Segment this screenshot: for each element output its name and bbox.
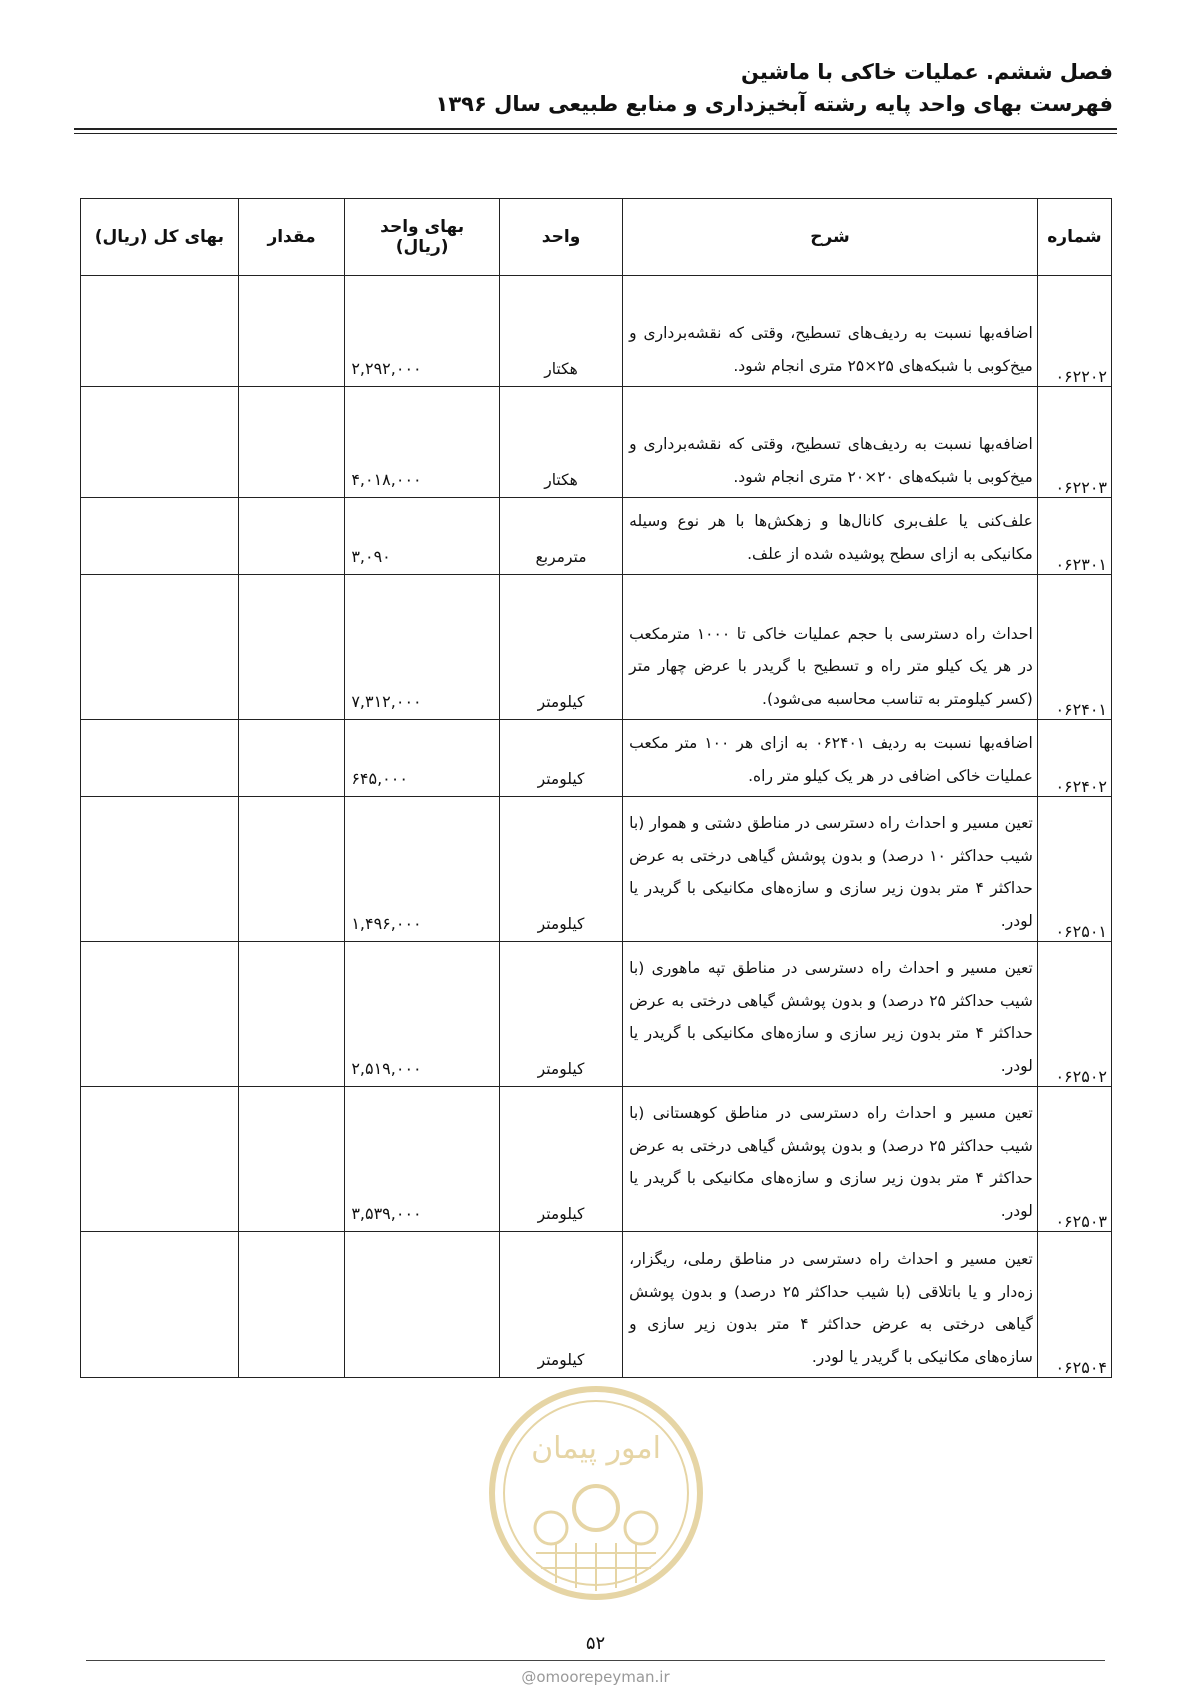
row-quantity — [238, 276, 345, 387]
row-number: ۰۶۲۵۰۳ — [1037, 1087, 1111, 1232]
col-number: شماره — [1037, 199, 1111, 276]
row-number: ۰۶۲۲۰۲ — [1037, 276, 1111, 387]
table-row — [81, 1087, 1112, 1232]
row-unit: کیلومتر — [499, 1087, 622, 1232]
col-unit-price-currency: (ریال) — [395, 237, 449, 257]
row-total-price — [81, 498, 239, 575]
table-row — [81, 720, 1112, 797]
row-unit-price: ۷,۳۱۲,۰۰۰ — [345, 575, 500, 720]
watermark-gear-left-icon — [535, 1512, 567, 1544]
table-row — [81, 387, 1112, 498]
row-unit-price: ۶۴۵,۰۰۰ — [345, 720, 500, 797]
row-unit-price — [345, 1232, 500, 1378]
row-total-price — [81, 720, 239, 797]
row-number: ۰۶۲۳۰۱ — [1037, 498, 1111, 575]
row-description: علف‌کنی یا علف‌بری کانال‌ها و زهکش‌ها با هر نوع وسیله مکانیکی به ازای سطح پوشیده شده از علف. — [623, 498, 1038, 575]
row-unit: کیلومتر — [499, 942, 622, 1087]
row-description: تعین مسیر و احداث راه دسترسی در مناطق تپه ماهوری (با شیب حداکثر ۲۵ درصد) و بدون پوشش گیاهی درختی به عرض حداکثر ۴ متر بدون زیر سازی و سازه‌های مکانیکی با گریدر یا لودر. — [623, 942, 1038, 1087]
row-number: ۰۶۲۵۰۴ — [1037, 1232, 1111, 1378]
row-unit-price: ۳,۰۹۰ — [345, 498, 500, 575]
row-quantity — [238, 797, 345, 942]
row-description: اضافه‌بها نسبت به ردیف‌های تسطیح، وقتی که نقشه‌برداری و میخ‌کوبی با شبکه‌های ۲۰×۲۰ متری انجام شود. — [623, 387, 1038, 498]
row-unit: هکتار — [499, 276, 622, 387]
row-quantity — [238, 1232, 345, 1378]
row-unit: مترمربع — [499, 498, 622, 575]
row-unit-price: ۱,۴۹۶,۰۰۰ — [345, 797, 500, 942]
table-row — [81, 575, 1112, 720]
row-quantity — [238, 942, 345, 1087]
col-unit-price — [345, 199, 500, 276]
row-unit: کیلومتر — [499, 797, 622, 942]
watermark-gear-right-icon — [625, 1512, 657, 1544]
row-total-price — [81, 1087, 239, 1232]
table-row — [81, 1232, 1112, 1378]
row-number: ۰۶۲۵۰۱ — [1037, 797, 1111, 942]
table-row — [81, 942, 1112, 1087]
row-unit-price: ۲,۵۱۹,۰۰۰ — [345, 942, 500, 1087]
row-description: تعین مسیر و احداث راه دسترسی در مناطق کوهستانی (با شیب حداکثر ۲۵ درصد) و بدون پوشش گیاهی درختی به عرض حداکثر ۴ متر بدون زیر سازی و سازه‌های مکانیکی با گریدر یا لودر. — [623, 1087, 1038, 1232]
row-quantity — [238, 575, 345, 720]
row-unit: کیلومتر — [499, 575, 622, 720]
row-total-price — [81, 797, 239, 942]
watermark-logo — [486, 1383, 706, 1603]
row-total-price — [81, 387, 239, 498]
row-unit: کیلومتر — [499, 1232, 622, 1378]
row-quantity — [238, 387, 345, 498]
header-rule — [74, 128, 1117, 130]
row-total-price — [81, 1232, 239, 1378]
row-number: ۰۶۲۲۰۳ — [1037, 387, 1111, 498]
col-total-price: بهای کل (ریال) — [81, 199, 239, 276]
row-description: اضافه‌بها نسبت به ردیف‌های تسطیح، وقتی که نقشه‌برداری و میخ‌کوبی با شبکه‌های ۲۵×۲۵ متری انجام شود. — [623, 276, 1038, 387]
footer-rule — [86, 1660, 1105, 1661]
table-row — [81, 498, 1112, 575]
col-unit: واحد — [499, 199, 622, 276]
row-total-price — [81, 942, 239, 1087]
row-total-price — [81, 276, 239, 387]
row-unit: هکتار — [499, 387, 622, 498]
row-unit-price: ۴,۰۱۸,۰۰۰ — [345, 387, 500, 498]
col-unit-price-label: بهای واحد — [380, 217, 465, 237]
table-row — [81, 276, 1112, 387]
row-description: اضافه‌بها نسبت به ردیف ۰۶۲۴۰۱ به ازای هر ۱۰۰ متر مکعب عملیات خاکی اضافی در هر یک کیلو متر راه. — [623, 720, 1038, 797]
price-list-table — [80, 198, 1112, 1378]
page-number: ۵۲ — [585, 1633, 606, 1654]
col-quantity: مقدار — [238, 199, 345, 276]
document-title: فهرست بهای واحد پایه رشته آبخیزداری و منابع طبیعی سال ۱۳۹۶ — [435, 92, 1113, 116]
row-total-price — [81, 575, 239, 720]
row-quantity — [238, 498, 345, 575]
row-number: ۰۶۲۴۰۲ — [1037, 720, 1111, 797]
page-header — [78, 56, 1113, 120]
row-description: احداث راه دسترسی با حجم عملیات خاکی تا ۱۰۰۰ مترمکعب در هر یک کیلو متر راه و تسطیح با گریدر با عرض چهار متر (کسر کیلومتر به تناسب محاسبه می‌شود). — [623, 575, 1038, 720]
row-description: تعین مسیر و احداث راه دسترسی در مناطق دشتی و هموار (با شیب حداکثر ۱۰ درصد) و بدون پوشش گیاهی درختی به عرض حداکثر ۴ متر بدون زیر سازی و سازه‌های مکانیکی با گریدر یا لودر. — [623, 797, 1038, 942]
footer-site: @omoorepeyman.ir — [521, 1668, 670, 1686]
col-description: شرح — [623, 199, 1038, 276]
watermark-gear-icon — [574, 1486, 618, 1530]
watermark-grid — [536, 1543, 656, 1591]
row-number: ۰۶۲۴۰۱ — [1037, 575, 1111, 720]
row-quantity — [238, 1087, 345, 1232]
table-row — [81, 797, 1112, 942]
row-quantity — [238, 720, 345, 797]
header-rule-thin — [74, 133, 1117, 134]
row-number: ۰۶۲۵۰۲ — [1037, 942, 1111, 1087]
row-unit: کیلومتر — [499, 720, 622, 797]
row-description: تعین مسیر و احداث راه دسترسی در مناطق رملی، ریگزار، زه‌دار و یا باتلاقی (با شیب حداکثر ۲۵ درصد) و بدون پوشش گیاهی درختی به عرض حداکثر ۴ متر بدون زیر سازی و سازه‌های مکانیکی با گریدر یا لودر. — [623, 1232, 1038, 1378]
chapter-title: فصل ششم. عملیات خاکی با ماشین — [740, 60, 1113, 84]
row-unit-price: ۳,۵۳۹,۰۰۰ — [345, 1087, 500, 1232]
watermark-text: امور پیمان — [531, 1431, 661, 1466]
row-unit-price: ۲,۲۹۲,۰۰۰ — [345, 276, 500, 387]
table-header-row — [81, 199, 1112, 276]
